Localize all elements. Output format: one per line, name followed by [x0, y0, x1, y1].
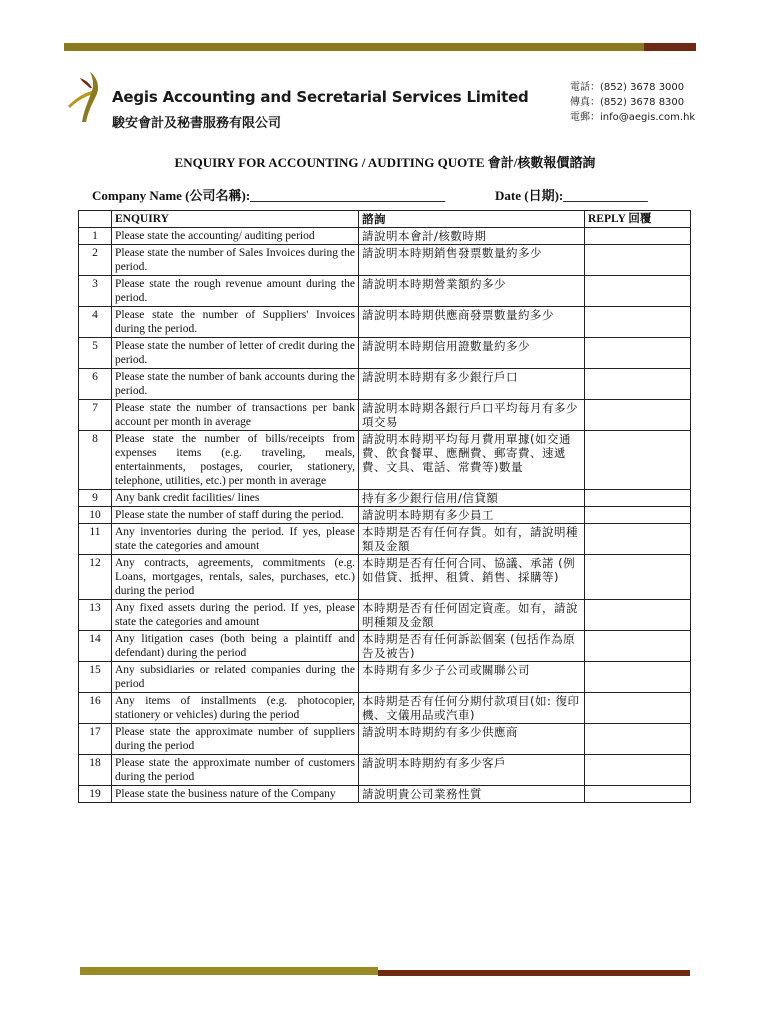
date-field[interactable]: Date (日期):_____________	[495, 188, 648, 203]
company-name-zh: 駿安會計及秘書服務有限公司	[112, 116, 282, 131]
reply-cell[interactable]	[585, 276, 691, 307]
reply-cell[interactable]	[585, 228, 691, 245]
row-number: 1	[79, 228, 112, 245]
email-line: 電郵：info@aegis.com.hk	[570, 112, 696, 123]
row-number: 12	[79, 555, 112, 600]
table-row	[79, 307, 691, 338]
document-title: ENQUIRY FOR ACCOUNTING / AUDITING QUOTE 會計/核數報價諮詢	[174, 155, 596, 170]
enquiry-en: Any fixed assets during the period. If yes, please state the categories and amount	[112, 600, 359, 631]
enquiry-zh: 本時期是否有任何分期付款項目(如: 復印機、文儀用品或汽車)	[359, 693, 585, 724]
row-number: 18	[79, 755, 112, 786]
header-rule-olive	[64, 43, 644, 51]
row-number: 11	[79, 524, 112, 555]
enquiry-zh: 請說明本時期營業額約多少	[359, 276, 585, 307]
enquiry-en: Any inventories during the period. If yes, please state the categories and amount	[112, 524, 359, 555]
row-number: 17	[79, 724, 112, 755]
reply-cell[interactable]	[585, 662, 691, 693]
reply-cell[interactable]	[585, 245, 691, 276]
enquiry-en: Please state the number of letter of credit during the period.	[112, 338, 359, 369]
enquiry-en: Any contracts, agreements, commitments (e.g. Loans, mortgages, rentals, sales, purchases, etc.) during the period	[112, 555, 359, 600]
header-enquiry-zh: 諮詢	[359, 211, 585, 228]
table-row	[79, 524, 691, 555]
enquiry-en: Any bank credit facilities/ lines	[112, 490, 359, 507]
reply-cell[interactable]	[585, 369, 691, 400]
header-enquiry: ENQUIRY	[112, 211, 359, 228]
row-number: 5	[79, 338, 112, 369]
reply-cell[interactable]	[585, 755, 691, 786]
enquiry-zh: 請說明本時期平均每月費用單據(如交通費、飲食餐單、應酬費、郵寄費、速遞費、文具、電話、常費等)數量	[359, 431, 585, 490]
enquiry-en: Please state the number of transactions per bank account per month in average	[112, 400, 359, 431]
header-number	[79, 211, 112, 228]
enquiry-zh: 本時期有多少子公司或關聯公司	[359, 662, 585, 693]
reply-cell[interactable]	[585, 786, 691, 803]
table-header-row	[79, 211, 691, 228]
table-row	[79, 369, 691, 400]
enquiry-zh: 本時期是否有任何固定資產。如有，請說明種類及金額	[359, 600, 585, 631]
table-row	[79, 600, 691, 631]
company-logo-icon	[60, 66, 120, 126]
reply-cell[interactable]	[585, 400, 691, 431]
enquiry-en: Please state the number of bank accounts during the period.	[112, 369, 359, 400]
table-row	[79, 507, 691, 524]
company-name-en: Aegis Accounting and Secretarial Services Limited	[112, 88, 529, 106]
table-row	[79, 631, 691, 662]
enquiry-zh: 持有多少銀行信用/信貸額	[359, 490, 585, 507]
enquiry-zh: 請說明本時期銷售發票數量約多少	[359, 245, 585, 276]
row-number: 8	[79, 431, 112, 490]
enquiry-zh: 請說明本時期供應商發票數量約多少	[359, 307, 585, 338]
row-number: 4	[79, 307, 112, 338]
row-number: 7	[79, 400, 112, 431]
table-row	[79, 338, 691, 369]
enquiry-zh: 本時期是否有任何合同、協議、承諾 (例如借貸、抵押、租賃、銷售、採購等)	[359, 555, 585, 600]
row-number: 15	[79, 662, 112, 693]
footer-rule-olive	[80, 967, 378, 975]
fax-line: 傳真：(852) 3678 8300	[570, 97, 685, 108]
reply-cell[interactable]	[585, 693, 691, 724]
reply-cell[interactable]	[585, 431, 691, 490]
reply-cell[interactable]	[585, 524, 691, 555]
enquiry-zh: 請說明本時期有多少員工	[359, 507, 585, 524]
table-row	[79, 400, 691, 431]
enquiry-en: Any items of installments (e.g. photocopier, stationery or vehicles) during the period	[112, 693, 359, 724]
reply-cell[interactable]	[585, 490, 691, 507]
row-number: 3	[79, 276, 112, 307]
enquiry-en: Please state the accounting/ auditing period	[112, 228, 359, 245]
table-row	[79, 555, 691, 600]
table-row	[79, 693, 691, 724]
enquiry-zh: 請說明本時期各銀行戶口平均每月有多少項交易	[359, 400, 585, 431]
row-number: 6	[79, 369, 112, 400]
row-number: 9	[79, 490, 112, 507]
enquiry-en: Please state the rough revenue amount during the period.	[112, 276, 359, 307]
enquiry-zh: 請說明本時期有多少銀行戶口	[359, 369, 585, 400]
reply-cell[interactable]	[585, 600, 691, 631]
row-number: 14	[79, 631, 112, 662]
table-row	[79, 755, 691, 786]
enquiry-zh: 請說明本時期信用證數量約多少	[359, 338, 585, 369]
table-row	[79, 490, 691, 507]
enquiry-en: Please state the business nature of the Company	[112, 786, 359, 803]
enquiry-zh: 請說明貴公司業務性質	[359, 786, 585, 803]
enquiry-zh: 請說明本會計/核數時期	[359, 228, 585, 245]
row-number: 19	[79, 786, 112, 803]
reply-cell[interactable]	[585, 507, 691, 524]
table-row	[79, 245, 691, 276]
row-number: 10	[79, 507, 112, 524]
header-rule-brown	[644, 43, 696, 51]
enquiry-en: Please state the number of Suppliers' Invoices during the period.	[112, 307, 359, 338]
reply-cell[interactable]	[585, 338, 691, 369]
enquiry-en: Please state the approximate number of suppliers during the period	[112, 724, 359, 755]
enquiry-en: Any litigation cases (both being a plaintiff and defendant) during the period	[112, 631, 359, 662]
enquiry-en: Any subsidiaries or related companies during the period	[112, 662, 359, 693]
table-row	[79, 724, 691, 755]
reply-cell[interactable]	[585, 555, 691, 600]
table-row	[79, 662, 691, 693]
footer-rule-brown	[378, 970, 690, 976]
enquiry-zh: 請說明本時期約有多少客戶	[359, 755, 585, 786]
enquiry-zh: 本時期是否有任何存貨。如有，請說明種類及金額	[359, 524, 585, 555]
table-row	[79, 786, 691, 803]
reply-cell[interactable]	[585, 307, 691, 338]
header-reply: REPLY 回覆	[585, 211, 691, 228]
phone-line: 電話：(852) 3678 3000	[570, 82, 685, 93]
table-row	[79, 276, 691, 307]
enquiry-table	[78, 210, 691, 803]
contact-block	[570, 80, 695, 125]
table-row	[79, 431, 691, 490]
row-number: 2	[79, 245, 112, 276]
row-number: 13	[79, 600, 112, 631]
table-row	[79, 228, 691, 245]
enquiry-en: Please state the number of Sales Invoices during the period.	[112, 245, 359, 276]
enquiry-zh: 本時期是否有任何訴訟個案 (包括作為原告及被告)	[359, 631, 585, 662]
enquiry-en: Please state the number of staff during the period.	[112, 507, 359, 524]
company-name-field[interactable]: Company Name (公司名稱):______________________________	[92, 188, 446, 203]
reply-cell[interactable]	[585, 631, 691, 662]
enquiry-en: Please state the number of bills/receipts from expenses items (e.g. traveling, meals, entertainments, postages, courier, stationery, telephone, utilities, etc.) per month in average	[112, 431, 359, 490]
reply-cell[interactable]	[585, 724, 691, 755]
row-number: 16	[79, 693, 112, 724]
enquiry-en: Please state the approximate number of customers during the period	[112, 755, 359, 786]
enquiry-zh: 請說明本時期約有多少供應商	[359, 724, 585, 755]
